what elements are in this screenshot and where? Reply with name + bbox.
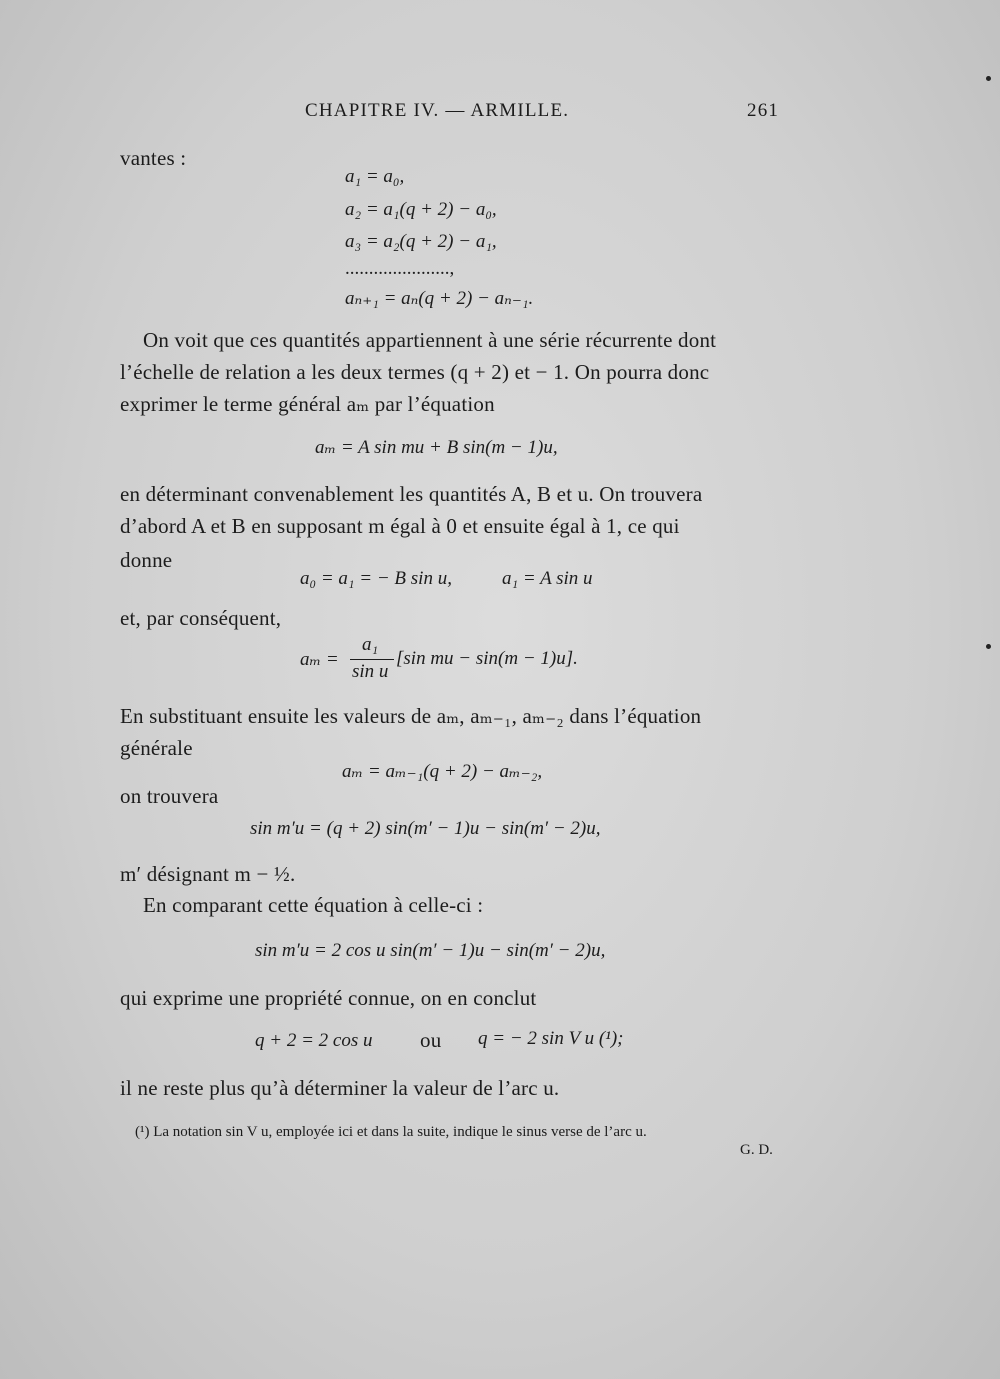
para1-line3: exprimer le terme général aₘ par l’équation: [120, 392, 495, 416]
fraction-denominator: sin u: [352, 661, 389, 682]
qui-exprime: qui exprime une propriété connue, on en conclut: [120, 986, 537, 1010]
equation-sin-2: sin m′u = 2 cos u sin(m′ − 1)u − sin(m′ − 2)u,: [255, 940, 606, 961]
il-ne-reste: il ne reste plus qu’à déterminer la valeur de l’arc u.: [120, 1076, 560, 1100]
scan-speck: [986, 644, 991, 649]
comparant: En comparant cette équation à celle-ci :: [143, 893, 484, 917]
system-line-1: a₁ = a₀,: [345, 166, 405, 187]
equation-final-left: q + 2 = 2 cos u: [255, 1030, 373, 1051]
para3-line1: En substituant ensuite les valeurs de aₘ, aₘ₋₁, aₘ₋₂ dans l’équation: [120, 704, 702, 728]
on-trouvera: on trouvera: [120, 784, 219, 808]
par-consequent: et, par conséquent,: [120, 606, 282, 630]
equation-a0-left: a₀ = a₁ = − B sin u,: [300, 568, 452, 589]
equation-am-lhs: aₘ =: [300, 649, 339, 670]
equation-sin-1: sin m′u = (q + 2) sin(m′ − 1)u − sin(m′ − 2)u,: [250, 818, 601, 839]
equation-final-right: q = − 2 sin V u (¹);: [478, 1028, 624, 1049]
para2-line1: en déterminant convenablement les quantités A, B et u. On trouvera: [120, 482, 703, 506]
scan-speck: [986, 76, 991, 81]
system-line-5: aₙ₊₁ = aₙ(q + 2) − aₙ₋₁.: [345, 288, 534, 309]
para1-line2: l’échelle de relation a les deux termes (q + 2) et − 1. On pourra donc: [120, 360, 710, 384]
system-line-2: a₂ = a₁(q + 2) − a₀,: [345, 199, 497, 220]
fraction-bar: [350, 659, 394, 660]
intro-fragment: vantes :: [120, 146, 187, 170]
fraction-numerator: a₁: [362, 634, 379, 655]
footnote-signature: G. D.: [740, 1142, 773, 1158]
page-number: 261: [747, 100, 780, 121]
equation-recurrence: aₘ = aₘ₋₁(q + 2) − aₘ₋₂,: [342, 761, 543, 782]
equation-general-term: aₘ = A sin mu + B sin(m − 1)u,: [315, 437, 558, 458]
para1-line1: On voit que ces quantités appartiennent à une série récurrente dont: [143, 328, 717, 352]
equation-final-ou: ou: [420, 1028, 442, 1052]
system-line-4: ......................,: [345, 258, 455, 279]
running-title: CHAPITRE IV. — ARMILLE.: [305, 100, 570, 121]
designant: m′ désignant m − ½.: [120, 862, 296, 886]
equation-a1-right: a₁ = A sin u: [502, 568, 593, 589]
para3-line2: générale: [120, 736, 193, 760]
system-line-3: a₃ = a₂(q + 2) − a₁,: [345, 231, 497, 252]
footnote-text: (¹) La notation sin V u, employée ici et dans la suite, indique le sinus verse de l’arc u.: [135, 1124, 647, 1140]
para2-line2: d’abord A et B en supposant m égal à 0 et ensuite égal à 1, ce qui: [120, 514, 680, 538]
equation-am-rest: [sin mu − sin(m − 1)u].: [396, 648, 578, 669]
para2-line3: donne: [120, 548, 173, 572]
